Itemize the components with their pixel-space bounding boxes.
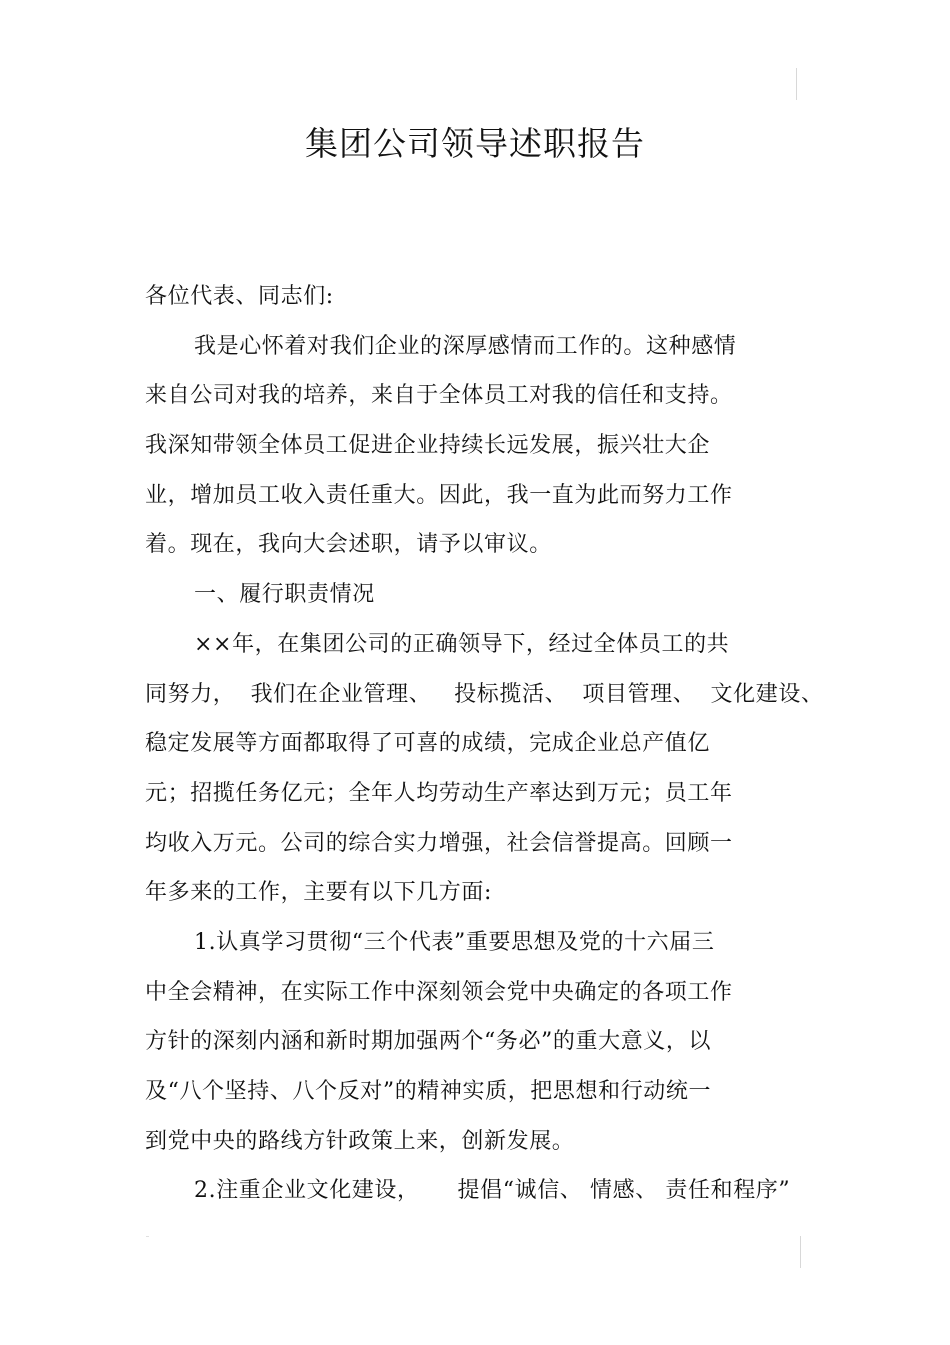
paragraph-line: 我是心怀着对我们企业的深厚感情而工作的。这种感情 [194, 333, 737, 359]
page-corner-mark-bottom [800, 1236, 801, 1268]
paragraph-line: ××年，在集团公司的正确领导下，经过全体员工的共 [194, 631, 730, 657]
page-corner-mark-top [796, 68, 797, 100]
section-heading: 一、履行职责情况 [194, 582, 375, 608]
paragraph-line: 同努力， 我们在企业管理、 投标揽活、 项目管理、 文化建设、 [145, 681, 824, 707]
paragraph-line: 业，增加员工收入责任重大。因此，我一直为此而努力工作 [145, 482, 733, 508]
page-corner-mark-dot [146, 1236, 149, 1237]
list-item-2: 2.注重企业文化建设， 提倡“诚信、 情感、 责任和程序” [194, 1178, 791, 1204]
document-body [145, 272, 824, 1216]
paragraph-line: 年多来的工作，主要有以下几方面: [145, 880, 493, 906]
paragraph-line: 到党中央的路线方针政策上来，创新发展。 [145, 1128, 575, 1154]
paragraph-line: 我深知带领全体员工促进企业持续长远发展，振兴壮大企 [145, 433, 711, 459]
paragraph-line: 来自公司对我的培养，来自于全体员工对我的信任和支持。 [145, 383, 733, 409]
paragraph-line: 稳定发展等方面都取得了可喜的成绩，完成企业总产值亿 [145, 731, 711, 757]
paragraph-line: 及“八个坚持、八个反对”的精神实质，把思想和行动统一 [145, 1079, 712, 1104]
list-item-1: 1.认真学习贯彻“三个代表”重要思想及党的十六届三 [194, 929, 715, 955]
document-title: 集团公司领导述职报告 [305, 124, 645, 163]
paragraph-line: 各位代表、同志们: [145, 284, 334, 309]
paragraph-line: 均收入万元。公司的综合实力增强，社会信誉提高。回顾一 [145, 830, 733, 856]
paragraph-line: 元；招揽任务亿元；全年人均劳动生产率达到万元；员工年 [145, 780, 733, 806]
paragraph-line: 方针的深刻内涵和新时期加强两个“务必”的重大意义，以 [145, 1029, 712, 1055]
paragraph-line: 中全会精神，在实际工作中深刻领会党中央确定的各项工作 [145, 979, 733, 1005]
paragraph-line: 着。现在，我向大会述职，请予以审议。 [145, 532, 552, 558]
